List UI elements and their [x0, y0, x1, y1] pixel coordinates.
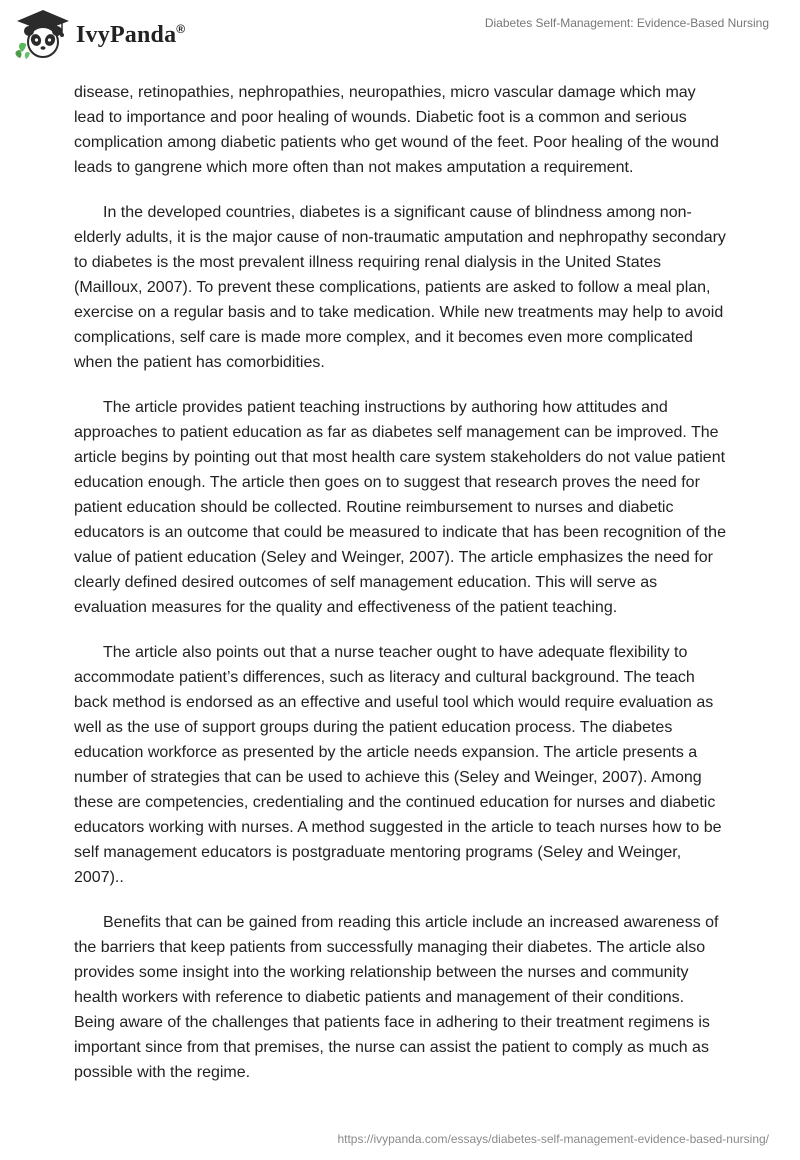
- registered-mark: ®: [176, 21, 186, 36]
- document-title: Diabetes Self-Management: Evidence-Based Nursing: [484, 16, 769, 30]
- paragraph: Benefits that can be gained from reading this article include an increased awareness of the barriers that keep patients from successfully managing their diabetes. The article also provides some insight into the working relationship between the nurses and community health workers with reference to diabetic patients and management of their conditions. Being aware of the challenges that patients face in adhering to their treatment regimens is important since from that premises, the nurse can assist the patient to comply as much as possible with the regime.: [74, 914, 719, 1081]
- panda-graduation-cap-icon: [14, 6, 72, 62]
- page-header: [0, 0, 800, 70]
- paragraph: disease, retinopathies, nephropathies, neuropathies, micro vascular damage which may lead to importance and poor healing of wounds. Diabetic foot is a common and serious complication among diabetic patients who get wound of the feet. Poor healing of the wound leads to gangrene which more often than not makes amputation a requirement.: [74, 84, 719, 176]
- paragraph: The article provides patient teaching instructions by authoring how attitudes and approaches to patient education as far as diabetes self management can be improved. The article begins by pointing out that most health care system stakeholders do not value patient education enough. The article then goes on to suggest that research proves the need for patient education should be collected. Routine reimbursement to nurses and diabetic educators is an outcome that could be measured to indicate that has been recognition of the value of patient education (Seley and Weinger, 2007). The article emphasizes the need for clearly defined desired outcomes of self management education. This will serve as evaluation measures for the quality and effectiveness of the patient teaching.: [74, 399, 726, 616]
- logo-wordmark: [76, 22, 185, 49]
- paragraph: In the developed countries, diabetes is a significant cause of blindness among non-elderly adults, it is the major cause of non-traumatic amputation and nephropathy secondary to diabetes is the most prevalent illness requiring renal dialysis in the United States (Mailloux, 2007). To prevent these complications, patients are asked to follow a meal plan, exercise on a regular basis and to take medication. While new treatments may help to avoid complications, self care is made more complex, and it becomes even more complicated when the patient has comorbidities.: [74, 204, 726, 371]
- source-url-link[interactable]: https://ivypanda.com/essays/diabetes-self-management-evidence-based-nursing/: [337, 1132, 769, 1146]
- essay-body: [74, 80, 728, 1105]
- ivypanda-logo[interactable]: [14, 6, 185, 62]
- logo-name: IvyPanda: [76, 21, 177, 48]
- paragraph: The article also points out that a nurse teacher ought to have adequate flexibility to accommodate patient’s differences, such as literacy and cultural background. The teach back method is endorsed as an effective and useful tool which would require evaluation as well as the use of support groups during the patient education process. The diabetes education workforce as presented by the article needs expansion. The article presents a number of strategies that can be used to achieve this (Seley and Weinger, 2007). Among these are competencies, credentialing and the continued education for nurses and diabetic educators working with nurses. A method suggested in the article to teach nurses how to be self management educators is postgraduate mentoring programs (Seley and Weinger, 2007)..: [74, 644, 722, 886]
